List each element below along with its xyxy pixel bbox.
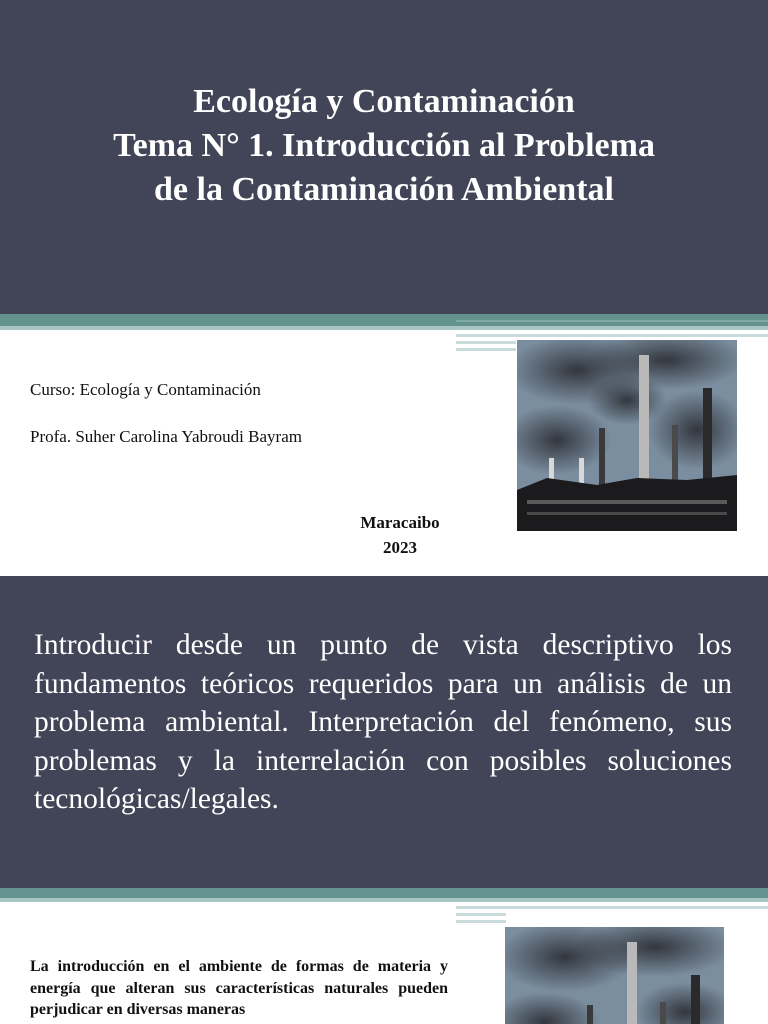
year-label: 2023 — [383, 538, 417, 557]
city-label: Maracaibo — [360, 513, 440, 532]
divider-line — [456, 913, 506, 916]
factory-smokestacks-photo — [517, 340, 737, 531]
divider-line — [456, 334, 768, 337]
objective-text: Introducir desde un punto de vista descriptivo los fundamentos teóricos requeridos para un análisis de un problema ambiental. Interpretación del fenómeno, sus problemas y la interrelación con posibles soluciones tecnológicas/legales. — [34, 629, 732, 815]
divider-line — [456, 920, 506, 923]
divider-stripe-light — [0, 326, 768, 330]
divider-line — [456, 348, 516, 351]
page-title — [0, 80, 768, 212]
factory-photo-icon — [505, 927, 724, 1024]
professor-label: Profa. Suher Carolina Yabroudi Bayram — [30, 427, 302, 446]
place-date — [330, 510, 470, 560]
title-line-1: Ecología y Contaminación — [193, 83, 575, 120]
factory-photo-icon — [517, 340, 737, 531]
intro-paragraph: La introducción en el ambiente de formas de materia y energía que alteran sus características naturales pueden perjudicar en diversas maneras — [30, 958, 448, 1018]
divider-line — [456, 320, 768, 322]
title-line-3: de la Contaminación Ambiental — [154, 171, 614, 208]
divider-stripe — [0, 888, 768, 898]
factory-smokestacks-photo — [505, 927, 724, 1024]
divider-stripe-light — [0, 898, 768, 902]
divider-line — [456, 906, 768, 909]
course-label: Curso: Ecología y Contaminación — [30, 380, 261, 399]
divider-line — [456, 341, 516, 344]
title-line-2: Tema N° 1. Introducción al Problema — [113, 127, 655, 164]
